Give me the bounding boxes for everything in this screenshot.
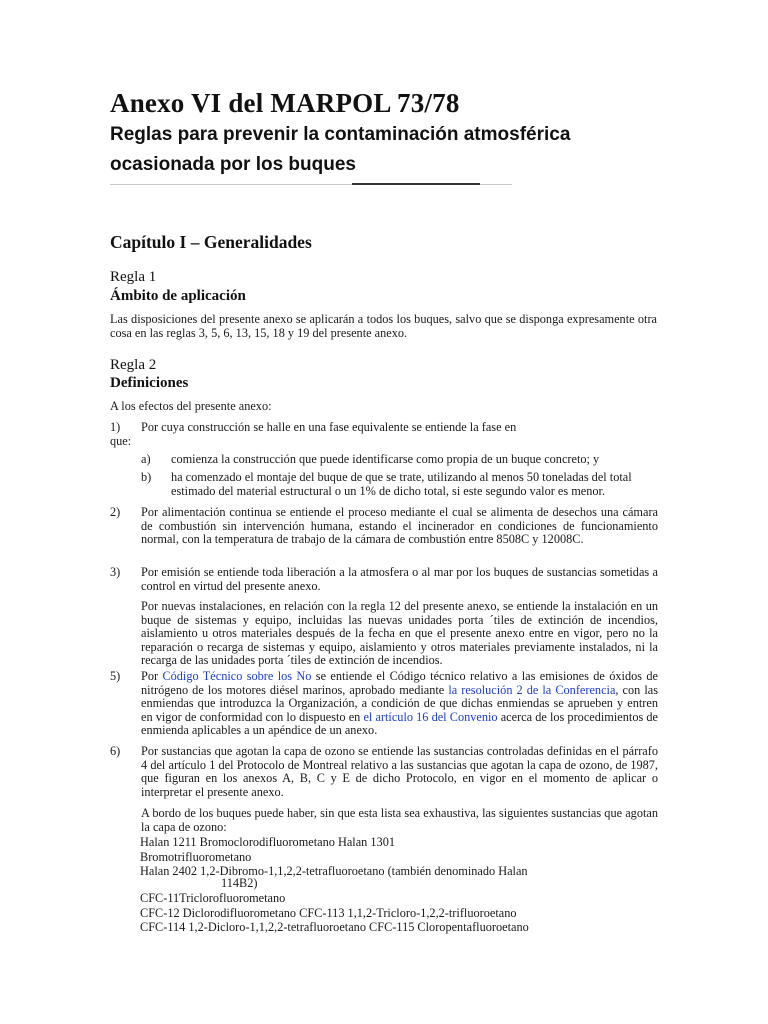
definition-6-number: 6) [110,744,121,758]
definition-5-text-part: Por [141,669,163,683]
document-subtitle-line1: Reglas para prevenir la contaminación atmosférica [110,124,571,145]
definition-1-text-cont: que: [110,434,132,448]
substance-line: Bromotrifluorometano [140,850,252,864]
definition-1b-text: ha comenzado el montaje del buque de que se trate, utilizando al menos 50 toneladas del total estimado del material estructural o un 1% de dicho total, si este segundo valor es menor. [171,470,632,498]
definition-5-text-part: se entiende el Código técnico relativo a las emisiones de óxidos de nitrógeno de los motores diésel marinos, aprobado mediante [141,669,658,697]
definition-6-extra-text: A bordo de los buques puede haber, sin que esta lista sea exhaustiva, las siguientes sustancias que agotan la capa de ozono: [141,806,658,834]
link-codigo-tecnico[interactable]: Código Técnico sobre los No [162,669,312,683]
regla-2-intro: A los efectos del presente anexo: [110,399,272,413]
definition-1a-label: a) [141,452,151,466]
substance-line: CFC-12 Diclorodifluorometano CFC-113 1,1,2-Tricloro-1,2,2-trifluoroetano [140,906,517,920]
definition-3-number: 3) [110,565,121,579]
link-resolucion-2[interactable]: la resolución 2 de la Conferencia [448,682,616,697]
regla-1-text: Las disposiciones del presente anexo se aplicarán a todos los buques, salvo que se disponga expresamente otra cosa en las reglas 3, 5, 6, 13, 15, 18 y 19 del presente anexo. [110,312,657,340]
title-divider-accent [352,183,480,185]
definition-3-extra-text: Por nuevas instalaciones, en relación con la regla 12 del presente anexo, se entiende la instalación en un buque de sistemas y equipo, incluidas las nuevas unidades porta ´tiles de extinción de incendios, aislamiento u otros materiales después de la fecha en que el presente anexo entre en vigor, pero no la reparación o recarga de sistemas y equipo, aislamiento y otros materiales previamente instalados, ni la recarga de las unidades porta ´tiles de extinción de incendios. [141,599,658,668]
definition-5-text-part: acerca de los procedimientos de enmienda aplicables a un apéndice de un anexo. [141,709,658,738]
definition-1-number: 1) [110,420,121,434]
definition-5-number: 5) [110,669,121,683]
link-articulo-16[interactable]: el artículo 16 del Convenio [363,709,498,724]
regla-1-heading: Ámbito de aplicación [110,288,246,304]
definition-3-text: Por emisión se entiende toda liberación a la atmosfera o al mar por los buques de sustancias sometidas a control en virtud del presente anexo. [141,565,658,593]
substance-line: Halan 2402 1,2-Dibromo-1,1,2,2-tetrafluoroetano (también denominado Halan [140,864,528,878]
definition-5-text-part: , con las enmiendas que introduzca la Organización, a condición de que dichas enmiendas se aprueben y entren en vigor de conformidad con lo dispuesto en [141,682,658,724]
definition-1-text: Por cuya construcción se halle en una fase equivalente se entiende la fase en [141,420,517,434]
substance-line: CFC-11Triclorofluorometano [140,891,286,905]
document-subtitle-line2: ocasionada por los buques [110,154,356,175]
document-title: Anexo VI del MARPOL 73/78 [110,88,460,118]
regla-1-number: Regla 1 [110,269,157,285]
definition-2-text: Por alimentación continua se entiende el proceso mediante el cual se alimenta de desechos una cámara de combustión sin intervención humana, estando el incinerador en condiciones de funcionamiento normal, con la temperatura de trabajo de la cámara de combustión entre 8508C y 12008C. [141,505,658,547]
substance-line: Halan 1211 Bromoclorodifluorometano Halan 1301 [140,835,395,849]
definition-6-text: Por sustancias que agotan la capa de ozono se entiende las sustancias controladas definidas en el párrafo 4 del artículo 1 del Protocolo de Montreal relativo a las sustancias que agotan la capa de ozono, de 1987, que figuran en los anexos A, B, C y E de dicho Protocolo, en vigor en el momento de aplicar o interpretar el presente anexo. [141,744,658,799]
substance-line: CFC-114 1,2-Dicloro-1,1,2,2-tetrafluoroetano CFC-115 Cloropentafluoroetano [140,920,529,934]
definition-1b-label: b) [141,470,152,484]
regla-2-number: Regla 2 [110,357,157,373]
definition-1a-text: comienza la construcción que puede identificarse como propia de un buque concreto; y [171,452,600,466]
substance-line-cont: 114B2) [221,876,258,890]
chapter-heading: Capítulo I – Generalidades [110,232,312,252]
definition-2-number: 2) [110,505,121,519]
definition-5-text [141,670,658,738]
regla-2-heading: Definiciones [110,375,189,391]
